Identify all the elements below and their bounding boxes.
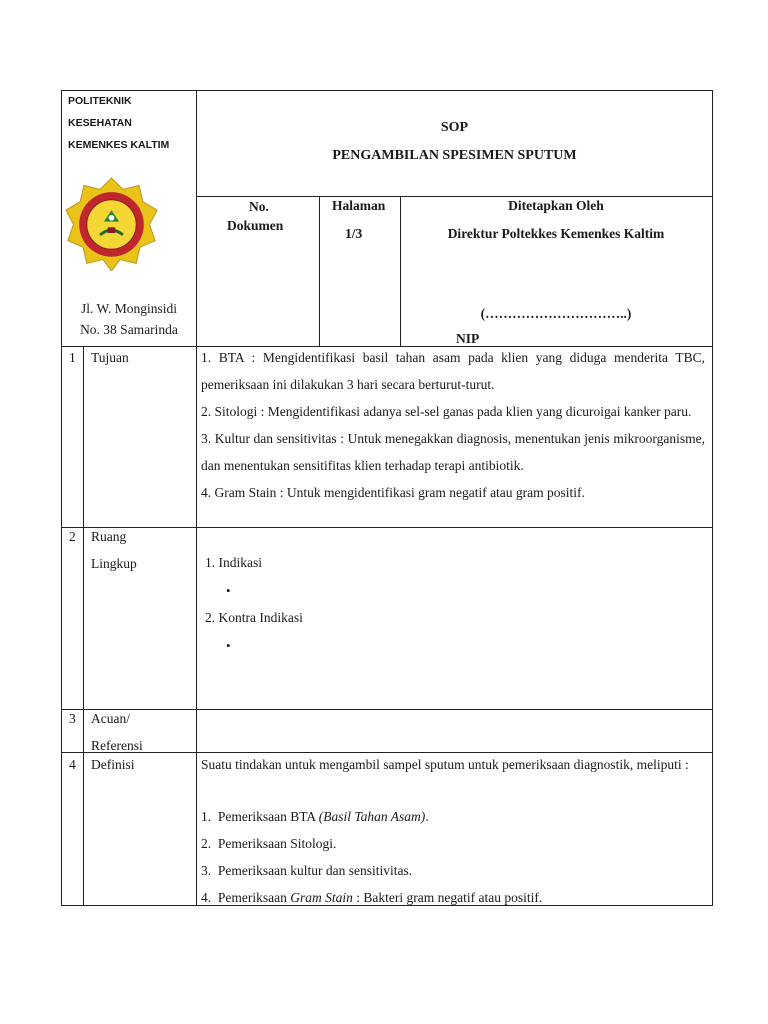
bullet-icon: •	[226, 583, 231, 598]
address-line-1: Jl. W. Monginsidi	[80, 301, 178, 316]
item-text: Pemeriksaan	[217, 890, 291, 905]
tujuan-paragraph: 2. Sitologi : Mengidentifikasi adanya sel-sel ganas pada klien yang dicuroigai kanker paru.	[201, 404, 692, 419]
item-number: 1.	[201, 809, 212, 824]
institution-name	[68, 90, 169, 156]
section-label-tujuan: Tujuan	[91, 350, 129, 365]
institution-address	[62, 298, 196, 340]
section-number: 1	[69, 350, 76, 365]
tujuan-paragraph: 3. Kultur dan sensitivitas : Untuk menegakkan diagnosis, menentukan jenis mikroorganisme, dan menentukan sensitifitas klien terhadap terapi antibiotik.	[201, 431, 705, 473]
item-text: Pemeriksaan BTA	[217, 809, 319, 824]
definisi-item	[201, 857, 412, 884]
definisi-item	[201, 830, 336, 857]
halaman-value: 1/3	[345, 226, 363, 241]
bullet-icon: •	[226, 638, 231, 653]
no-dokumen-label-line-1: No.	[249, 199, 269, 214]
doc-title: PENGAMBILAN SPESIMEN SPUTUM	[332, 148, 577, 163]
section-label-ruang-lingkup	[91, 523, 137, 577]
institution-line-2: KESEHATAN	[68, 117, 132, 129]
section-label-line: Referensi	[91, 738, 143, 753]
no-dokumen-label-line-2: Dokumen	[227, 218, 284, 233]
section-label-line: Lingkup	[91, 556, 137, 571]
item-italic: Gram Stain	[290, 890, 353, 905]
signature-placeholder: (…………………………..)	[480, 306, 632, 321]
doc-type: SOP	[440, 120, 469, 135]
item-number: 4.	[201, 890, 212, 905]
indikasi-item: 1. Indikasi	[205, 555, 262, 570]
item-text: Pemeriksaan kultur dan sensitivitas.	[217, 863, 413, 878]
section-label-line: Ruang	[91, 529, 127, 544]
section-number: 4	[69, 757, 76, 772]
section-content-tujuan	[201, 344, 705, 506]
institution-line-3: KEMENKES KALTIM	[68, 139, 170, 151]
item-text: Pemeriksaan Sitologi.	[217, 836, 337, 851]
tujuan-paragraph: 1. BTA : Mengidentifikasi basil tahan asam pada klien yang diduga menderita TBC, pemeriksaan ini dilakukan 3 hari secara berturut-turut.	[201, 350, 705, 392]
institution-line-1: POLITEKNIK	[68, 95, 132, 107]
logo-emblem-icon	[64, 176, 159, 271]
ditetapkan-value: Direktur Poltekkes Kemenkes Kaltim	[447, 226, 665, 241]
definisi-item	[201, 803, 429, 830]
ditetapkan-label: Ditetapkan Oleh	[508, 198, 604, 213]
definisi-intro: Suatu tindakan untuk mengambil sampel sputum untuk pemeriksaan diagnostik, meliputi :	[201, 757, 689, 772]
no-dokumen-label	[227, 196, 283, 235]
item-after: : Bakteri gram negatif atau positif.	[352, 890, 543, 905]
institution-logo	[64, 176, 159, 271]
item-after: .	[425, 809, 429, 824]
section-label-line: Acuan/	[91, 711, 130, 726]
item-italic: (Basil Tahan Asam)	[318, 809, 426, 824]
item-number: 3.	[201, 863, 212, 878]
definisi-item	[201, 884, 542, 911]
nip-label: NIP	[456, 331, 480, 346]
kontra-indikasi-item: 2. Kontra Indikasi	[205, 610, 303, 625]
section-number: 3	[69, 711, 76, 726]
tujuan-paragraph: 4. Gram Stain : Untuk mengidentifikasi gram negatif atau gram positif.	[201, 485, 585, 500]
halaman-label: Halaman	[332, 198, 386, 213]
section-label-definisi: Definisi	[91, 757, 135, 772]
address-line-2: No. 38 Samarinda	[80, 322, 178, 337]
item-number: 2.	[201, 836, 212, 851]
section-number: 2	[69, 529, 76, 544]
